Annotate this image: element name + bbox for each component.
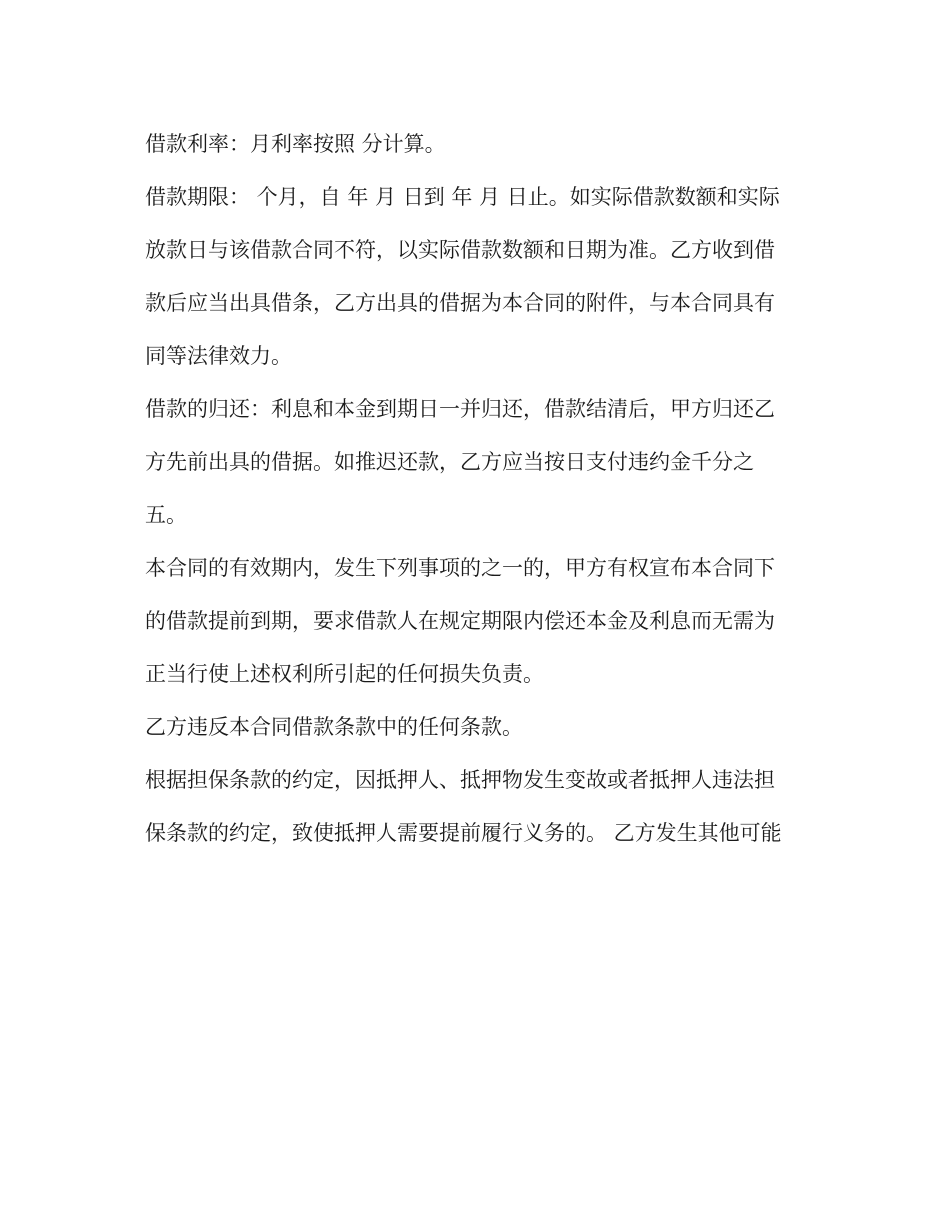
text-line: 保条款的约定，致使抵押人需要提前履行义务的。 乙方发生其他可能 bbox=[145, 821, 782, 845]
text-line: 的借款提前到期，要求借款人在规定期限内偿还本金及利息而无需为 bbox=[145, 609, 775, 633]
document-body bbox=[145, 118, 810, 860]
text-line: 借款的归还：利息和本金到期日一并归还，借款结清后，甲方归还乙 bbox=[145, 397, 775, 421]
text-line: 正当行使上述权利所引起的任何损失负责。 bbox=[145, 662, 544, 686]
text-line: 本合同的有效期内，发生下列事项的之一的，甲方有权宣布本合同下 bbox=[145, 556, 775, 580]
text-line: 方先前出具的借据。如推迟还款，乙方应当按日支付违约金千分之 bbox=[145, 450, 754, 474]
text-line: 根据担保条款的约定，因抵押人、抵押物发生变故或者抵押人违法担 bbox=[145, 768, 775, 792]
text-line: 五。 bbox=[145, 503, 187, 527]
text-line: 借款期限： 个月，自 年 月 日到 年 月 日止。如实际借款数额和实际 bbox=[145, 185, 780, 209]
text-line: 借款利率：月利率按照 分计算。 bbox=[145, 132, 446, 156]
text-line: 同等法律效力。 bbox=[145, 344, 292, 368]
text-line: 放款日与该借款合同不符，以实际借款数额和日期为准。乙方收到借 bbox=[145, 238, 775, 262]
text-line: 款后应当出具借条，乙方出具的借据为本合同的附件，与本合同具有 bbox=[145, 291, 775, 315]
text-line: 乙方违反本合同借款条款中的任何条款。 bbox=[145, 715, 523, 739]
